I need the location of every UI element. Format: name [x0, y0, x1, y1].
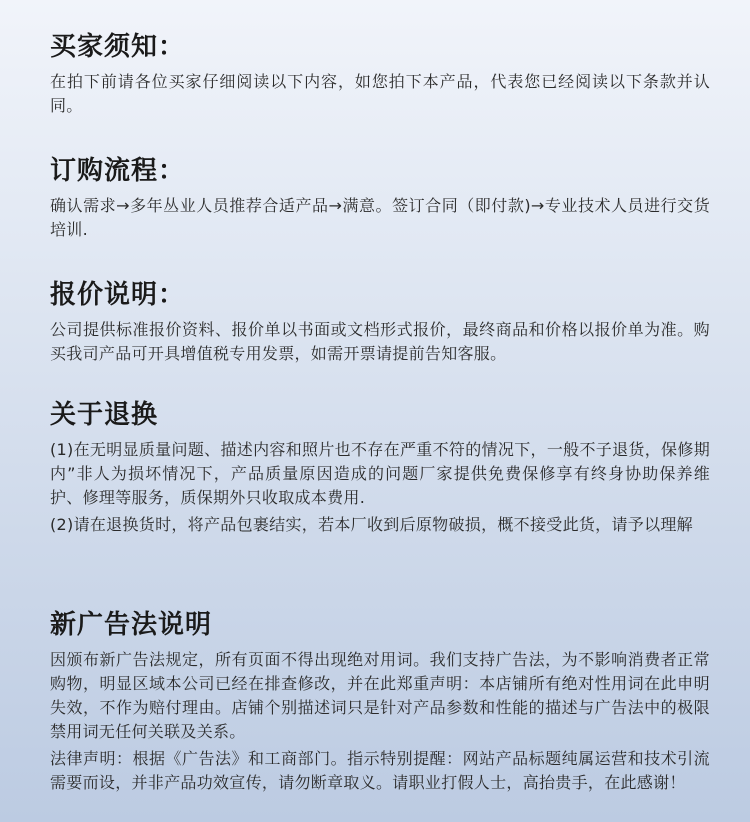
section-paragraph: 公司提供标准报价资料、报价单以书面或文档形式报价，最终商品和价格以报价单为准。购买我司产品可开具增值税专用发票，如需开票请提前告知客服。 [50, 320, 710, 363]
section-paragraph: 因颁布新广告法规定，所有页面不得出现绝对用词。我们支持广告法，为不影响消费者正常购物，明显区域本公司已经在排查修改，并在此郑重声明：本店铺所有绝对性用词在此申明失效，不作为赔付理由。店铺个别描述词只是针对产品参数和性能的描述与广告法中的极限禁用词无任何关联及关系。 [50, 650, 710, 741]
section-quote-info [50, 278, 710, 369]
section-heading: 关于退换 [50, 400, 159, 430]
section-paragraph: (2)请在退换货时，将产品包裹结实，若本厂收到后原物破损，概不接受此货，请予以理解 [50, 515, 693, 534]
section-paragraph: 在拍下前请各位买家仔细阅读以下内容，如您拍下本产品，代表您已经阅读以下条款并认同。 [50, 72, 710, 115]
section-paragraph: (1)在无明显质量问题、描述内容和照片也不存在严重不符的情况下，一般不子退货，保修期内”非人为损坏情况下，产品质量原因造成的问题厂家提供免费保修享有终身协助保养维护、修理等服务，质保期外只收取成本费用. [50, 440, 710, 507]
section-paragraph: 确认需求→多年丛业人员推荐合适产品→满意。签订合同（即付款)→专业技术人员进行交货培训. [50, 196, 710, 239]
section-heading: 新广告法说明 [50, 610, 213, 640]
section-heading: 订购流程： [50, 156, 186, 186]
section-ad-law [50, 608, 710, 798]
section-paragraph: 法律声明：根据《广告法》和工商部门。指示特别提醒：网站产品标题纯属运营和技术引流需要而设，并非产品功效宣传，请勿断章取义。请职业打假人士，高抬贵手，在此感谢！ [50, 749, 710, 792]
section-heading: 报价说明： [50, 280, 186, 310]
section-buyer-notice [50, 30, 710, 121]
section-returns [50, 398, 710, 540]
section-heading: 买家须知： [50, 32, 186, 62]
section-order-process [50, 154, 710, 245]
